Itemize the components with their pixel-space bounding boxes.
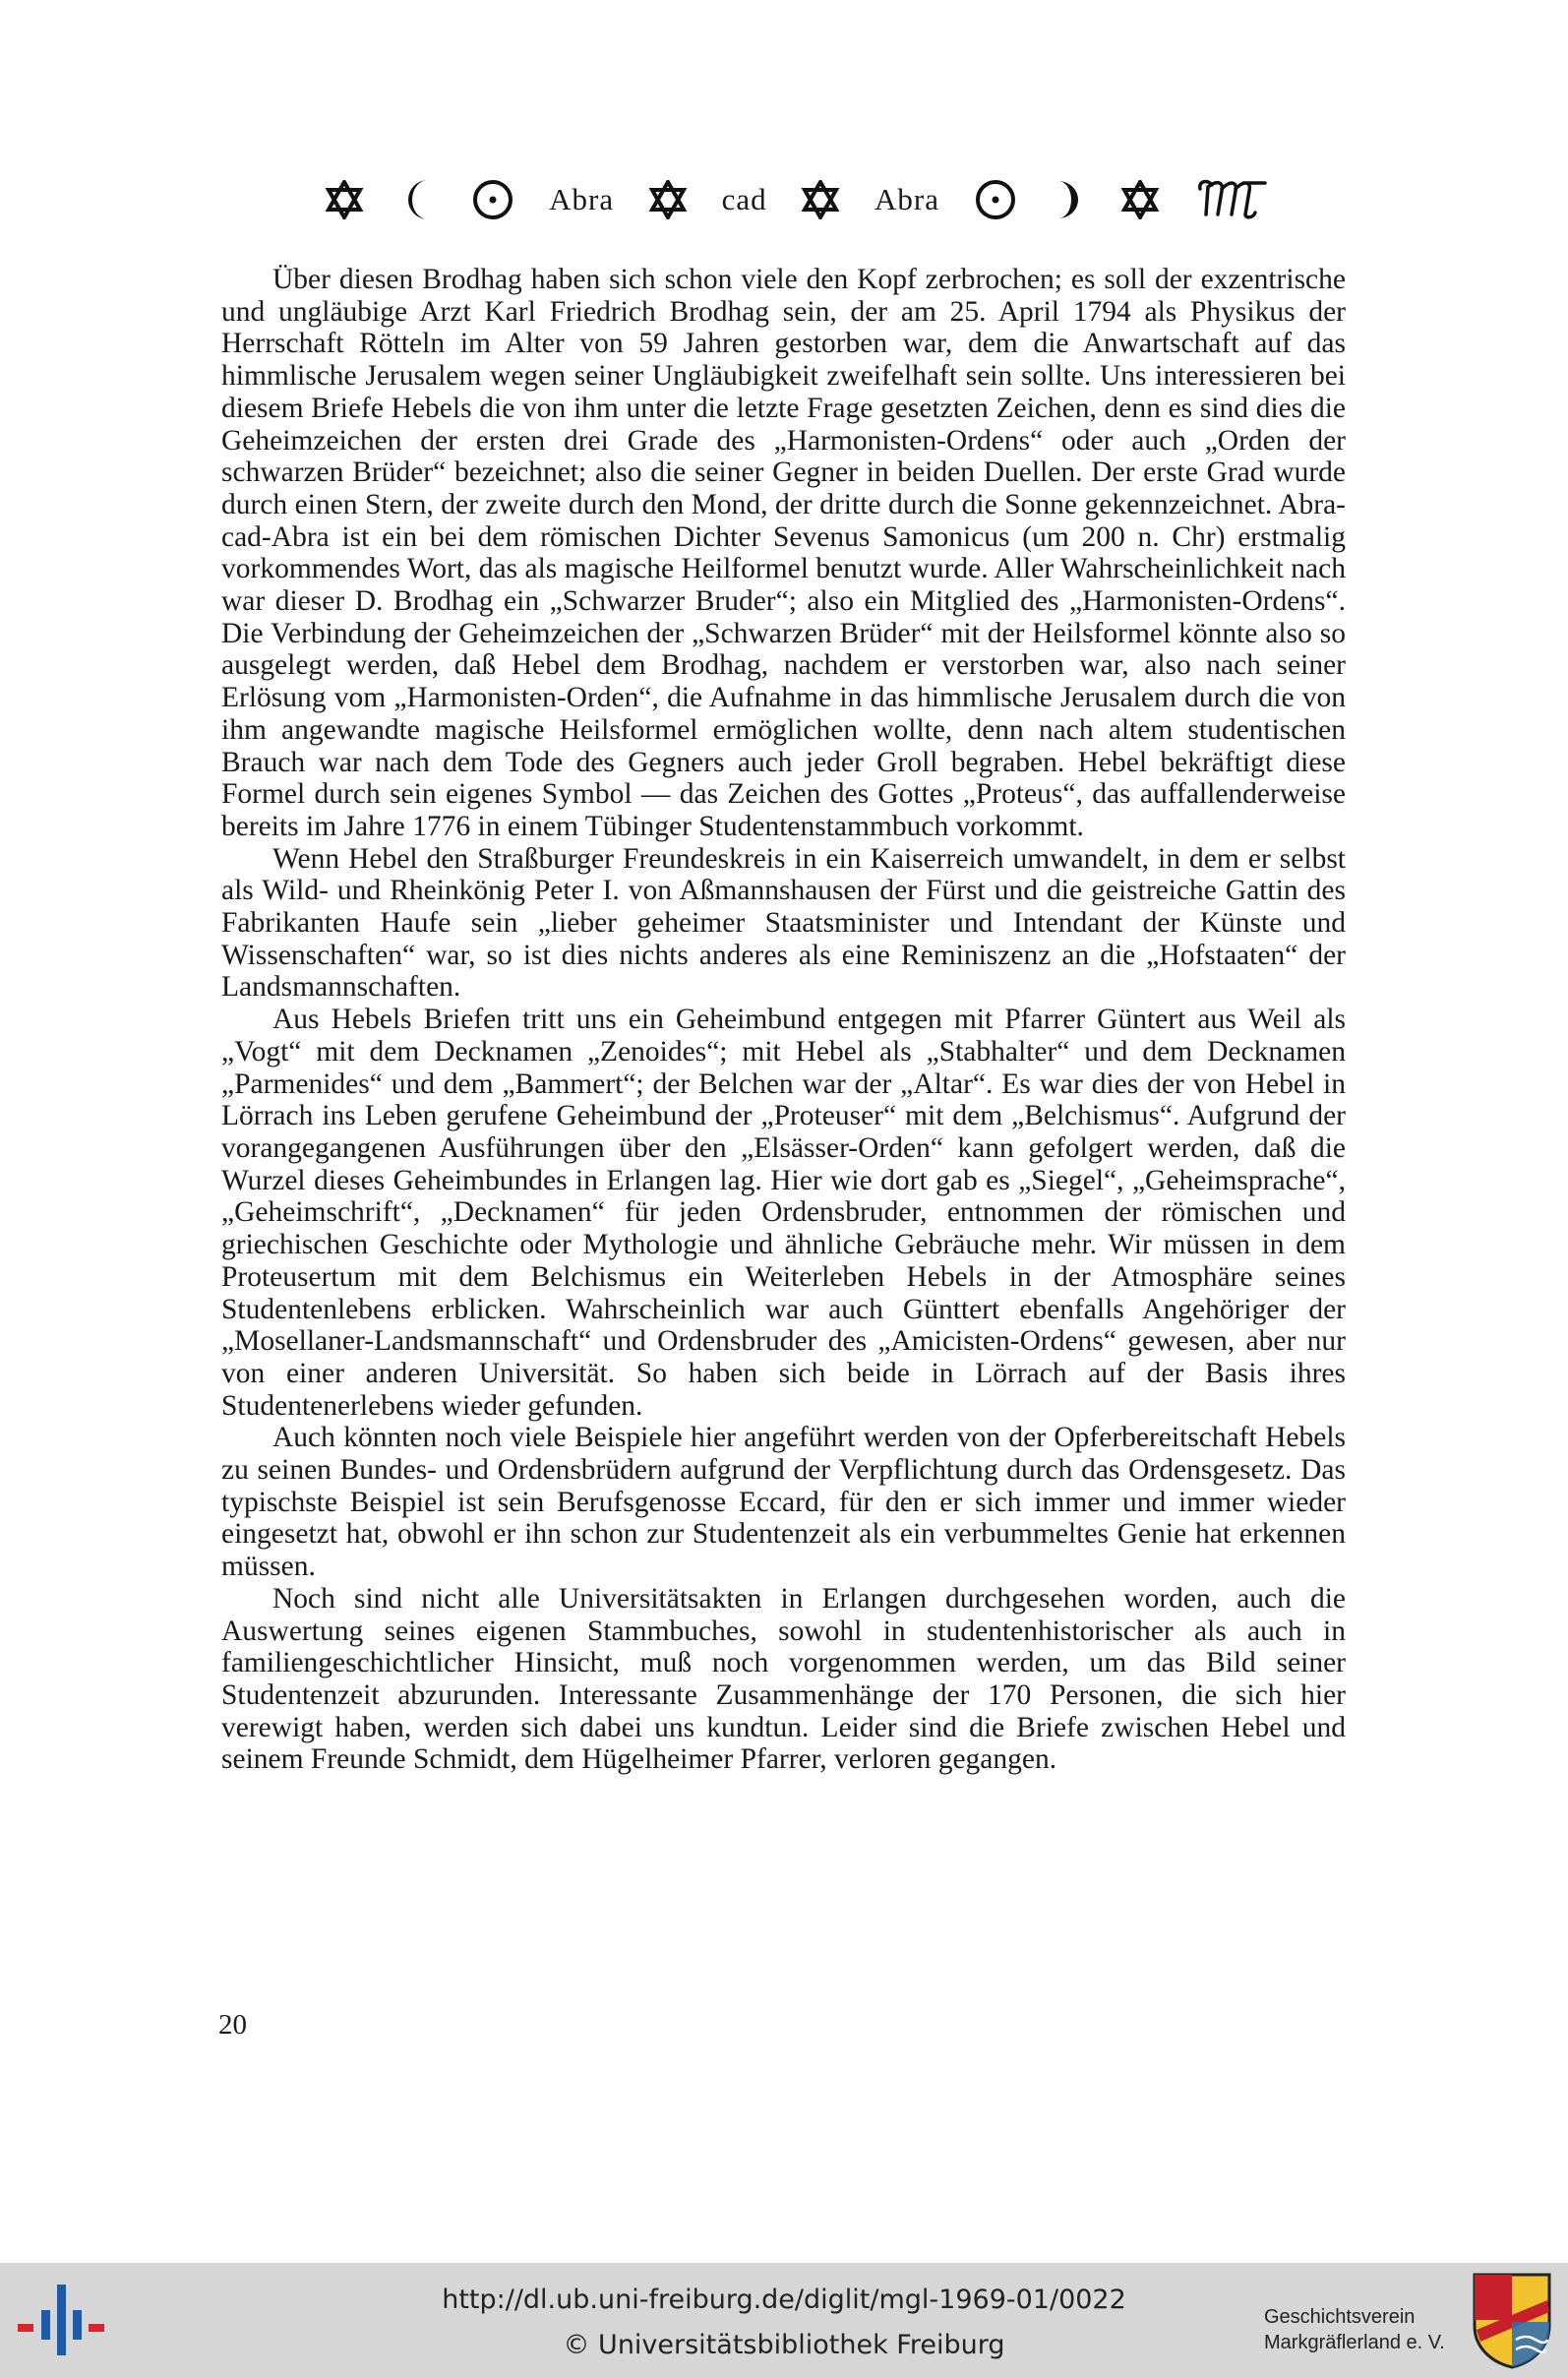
star-of-david-icon bbox=[325, 180, 364, 219]
paragraph: Aus Hebels Briefen tritt uns ein Geheimbund entgegen mit Pfarrer Güntert aus Weil als „Vogt“ mit dem Decknamen „Zenoides“; mit Hebel als „Stabhalter“ und dem Decknamen „Parmenides“ und dem „Bammert“; der Belchen war der „Altar“. Es war dies der von Hebel in Lörrach ins Leben gerufene Geheimbund der „Proteuser“ mit dem „Belchismus“. Aufgrund der vorangegangenen Ausführungen über den „Elsässer-Orden“ kann gefolgert werden, daß die Wurzel dieses Geheimbundes in Erlangen lag. Hier wie dort gab es „Siegel“, „Geheimsprache“, „Geheimschrift“, „Decknamen“ für jeden Ordensbruder, entnommen der römischen und griechischen Geschichte oder Mythologie und ähnliche Gebräuche mehr. Wir müssen in dem Proteusertum mit dem Belchismus ein Weiterleben Hebels in der Atmosphäre seines Studentenlebens erblicken. Wahrscheinlich war auch Günttert ebenfalls Angehöriger der „Mosellaner-Landsmannschaft“ und Ordensbruder des „Amicisten-Ordens“ gewesen, aber nur von einer anderen Universität. So haben sich beide in Lörrach auf der Basis ihres Studentenerlebens wieder gefunden. bbox=[221, 1004, 1346, 1422]
document-url-link[interactable]: http://dl.ub.uni-freiburg.de/diglit/mgl-1969-01/0022 bbox=[442, 2285, 1126, 2315]
body-text bbox=[221, 264, 1346, 1776]
sun-circle-icon bbox=[471, 178, 514, 221]
copyright-text: © Universitätsbibliothek Freiburg bbox=[563, 2330, 1005, 2360]
footer-bar bbox=[0, 2263, 1568, 2378]
crescent-moon-icon bbox=[398, 176, 438, 223]
star-of-david-icon bbox=[1120, 180, 1160, 219]
paragraph: Noch sind nicht alle Universitätsakten in Erlangen durchgesehen worden, auch die Auswertung seines eigenen Stammbuches, sowohl in studentenhistorischer als auch in familiengeschichtlicher Hinsicht, muß noch vorgenommen werden, um das Bild seiner Studentenzeit abzurunden. Interessante Zusammenhänge der 170 Personen, die sich hier verewigt haben, werden sich dabei uns kundtun. Leider sind die Briefe zwischen Hebel und seinem Freunde Schmidt, dem Hügelheimer Pfarrer, verloren gegangen. bbox=[221, 1582, 1346, 1776]
star-of-david-icon bbox=[801, 180, 840, 219]
cad-word: cad bbox=[721, 182, 767, 216]
society-name bbox=[1264, 2304, 1461, 2355]
proteus-sign-icon bbox=[1194, 175, 1269, 224]
abra-word: Abra bbox=[549, 182, 615, 216]
star-of-david-icon bbox=[648, 180, 688, 219]
society-crest-icon bbox=[1471, 2271, 1553, 2369]
abra-word: Abra bbox=[874, 182, 940, 216]
crescent-moon-right-icon bbox=[1051, 178, 1086, 221]
paragraph: Auch könnten noch viele Beispiele hier angeführt werden von der Opferbereitschaft Hebels zu seinen Bundes- und Ordensbrüdern aufgrund der Verpflichtung durch das Ordensgesetz. Das typischste Beispiel ist sein Berufsgenosse Eccard, für den er sich immer und immer wieder eingesetzt hat, obwohl er ihn schon zur Studentenzeit als ein verbummeltes Genie hat erkennen müssen. bbox=[221, 1422, 1346, 1583]
page-number: 20 bbox=[218, 2009, 247, 2041]
sun-circle-icon bbox=[974, 178, 1017, 221]
paragraph: Über diesen Brodhag haben sich schon viele den Kopf zerbrochen; es soll der exzentrische und ungläubige Arzt Karl Friedrich Brodhag sein, der am 25. April 1794 als Physikus der Herrschaft Rötteln im Alter von 59 Jahren gestorben war, dem die Anwartschaft auf das himmlische Jerusalem wegen seiner Ungläubigkeit zweifelhaft sein sollte. Uns interessieren bei diesem Briefe Hebels die von ihm unter die letzte Frage gesetzten Zeichen, denn es sind dies die Geheimzeichen der ersten drei Grade des „Harmonisten-Ordens“ oder auch „Orden der schwarzen Brüder“ bezeichnet; also die seiner Gegner in beiden Duellen. Der erste Grad wurde durch einen Stern, der zweite durch den Mond, der dritte durch die Sonne gekennzeichnet. Abra-cad-Abra ist ein bei dem römischen Dichter Sevenus Samonicus (um 200 n. Chr) erstmalig vorkommendes Wort, das als magische Heilformel benutzt wurde. Aller Wahrscheinlichkeit nach war dieser D. Brodhag ein „Schwarzer Bruder“; also ein Mitglied des „Harmonisten-Ordens“. Die Verbindung der Geheimzeichen der „Schwarzen Brüder“ mit der Heilsformel könnte also so ausgelegt werden, daß Hebel dem Brodhag, nachdem er verstorben war, also nach seiner Erlösung vom „Harmonisten-Orden“, die Aufnahme in das himmlische Jerusalem durch die von ihm angewandte magische Heilsformel ermöglichen wollte, denn nach altem studentischen Brauch war nach dem Tode des Gegners auch jeder Groll begraben. Hebel bekräftigt diese Formel durch sein eigenes Symbol — das Zeichen des Gottes „Proteus“, das auffallenderweise bereits im Jahre 1776 in einem Tübinger Studentenstammbuch vorkommt. bbox=[221, 264, 1346, 842]
symbol-row bbox=[325, 155, 1269, 244]
society-line: Geschichtsverein bbox=[1264, 2306, 1416, 2328]
society-line: Markgräflerland e. V. bbox=[1264, 2332, 1445, 2353]
paragraph: Wenn Hebel den Straßburger Freundeskreis in ein Kaiserreich umwandelt, in dem er selbst als Wild- und Rheinkönig Peter I. von Aßmannshausen der Fürst und die geistreiche Gattin des Fabrikanten Haufe sein „lieber geheimer Staatsminister und Intendant der Künste und Wissenschaften“ war, so ist dies nichts anderes als eine Reminiszenz an die „Hofstaaten“ der Landsmannschaften. bbox=[221, 842, 1346, 1004]
